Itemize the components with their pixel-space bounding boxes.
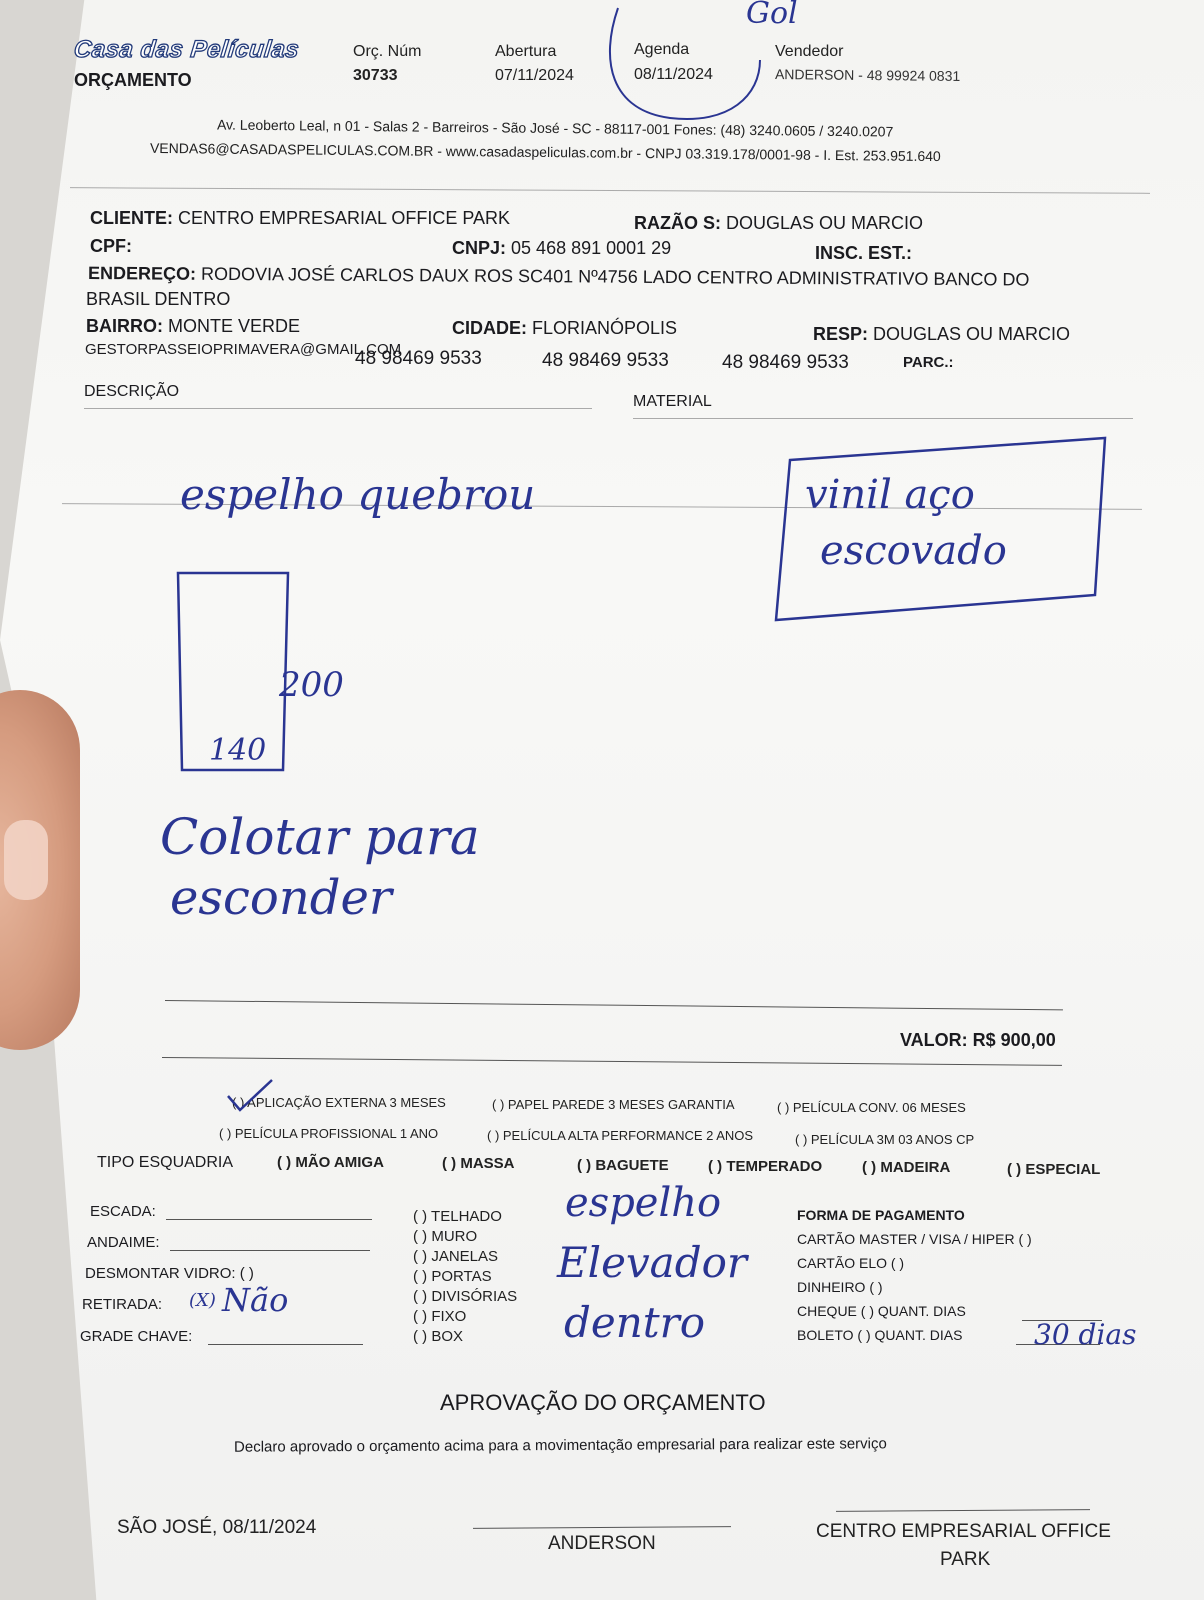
- cnpj-label: CNPJ:: [452, 238, 507, 258]
- grade-line: [208, 1344, 363, 1345]
- orc-num-label: Orç. Núm: [353, 43, 422, 60]
- cpf-label: CPF:: [90, 236, 132, 256]
- retirada-label: RETIRADA:: [82, 1296, 163, 1313]
- opt-portas[interactable]: ( ) PORTAS: [413, 1268, 492, 1285]
- agenda-date: 08/11/2024: [634, 66, 713, 83]
- email: GESTORPASSEIOPRIMAVERA@GMAIL.COM: [85, 341, 402, 358]
- escada-line: [166, 1219, 372, 1220]
- agenda-label: Agenda: [634, 41, 690, 58]
- abertura-date: 07/11/2024: [495, 67, 574, 84]
- hand-note-2: esconder: [170, 870, 392, 926]
- approval-declaration: Declaro aprovado o orçamento acima para a movimentação empresarial para realizar este serviço: [233, 1435, 887, 1456]
- checkmark-icon: [226, 1078, 276, 1114]
- escada-label: ESCADA:: [90, 1203, 156, 1220]
- company-contact: VENDAS6@CASADASPELICULAS.COM.BR - www.casadaspeliculas.com.br - CNPJ 03.319.178/0001-98 - I. Est. 253.951.640: [149, 139, 941, 165]
- opt-especial[interactable]: ( ) ESPECIAL: [1007, 1161, 1101, 1178]
- dimension-width: 140: [209, 733, 267, 768]
- phone-2: 48 98469 9533: [542, 350, 669, 371]
- opt-pelicula-3m[interactable]: ( ) PELÍCULA 3M 03 ANOS CP: [795, 1132, 975, 1147]
- esquadria-label: TIPO ESQUADRIA: [97, 1154, 234, 1171]
- doc-type: ORÇAMENTO: [74, 70, 192, 90]
- handwritten-circle: [590, 0, 810, 130]
- seller-sign: ANDERSON: [548, 1533, 656, 1554]
- opt-muro[interactable]: ( ) MURO: [413, 1228, 478, 1245]
- client-sign-1: CENTRO EMPRESARIAL OFFICE: [816, 1521, 1111, 1542]
- boleto-hand-days: 30 dias: [1034, 1318, 1137, 1351]
- opt-aplicacao-externa[interactable]: ( ) APLICAÇÃO EXTERNA 3 MESES: [232, 1095, 446, 1110]
- abertura-label: Abertura: [495, 43, 557, 60]
- opt-pelicula-conv[interactable]: ( ) PELÍCULA CONV. 06 MESES: [777, 1100, 966, 1115]
- opt-massa[interactable]: ( ) MASSA: [442, 1155, 515, 1172]
- thumb-nail: [4, 820, 48, 900]
- pay-dinheiro[interactable]: DINHEIRO ( ): [797, 1279, 883, 1295]
- opt-box[interactable]: ( ) BOX: [413, 1328, 464, 1345]
- hand-espelho: espelho: [565, 1180, 722, 1226]
- hand-elevador: Elevador: [557, 1238, 747, 1287]
- city-date: SÃO JOSÉ, 08/11/2024: [117, 1517, 317, 1538]
- bairro-label: BAIRRO:: [86, 316, 163, 336]
- resp-label: RESP:: [813, 324, 869, 344]
- bairro-value: MONTE VERDE: [168, 316, 301, 336]
- endereco-value: RODOVIA JOSÉ CARLOS DAUX ROS SC401 Nº4756 LADO CENTRO ADMINISTRATIVO BANCO DO: [200, 263, 1030, 290]
- parc-label: PARC.:: [903, 354, 954, 371]
- insc-label: INSC. EST.:: [815, 243, 913, 263]
- cliente-row: [90, 208, 510, 229]
- razao-row: [634, 213, 923, 234]
- descricao-rule: [84, 408, 592, 409]
- razao-value: DOUGLAS OU MARCIO: [726, 213, 924, 233]
- cliente-value: CENTRO EMPRESARIAL OFFICE PARK: [178, 208, 511, 228]
- descricao-label: DESCRIÇÃO: [84, 383, 180, 400]
- resp-value: DOUGLAS OU MARCIO: [873, 324, 1071, 344]
- opt-madeira[interactable]: ( ) MADEIRA: [862, 1159, 951, 1176]
- razao-label: RAZÃO S:: [634, 213, 721, 233]
- cidade-label: CIDADE:: [452, 318, 527, 338]
- client-sign-2: PARK: [940, 1549, 991, 1570]
- material-label: MATERIAL: [633, 393, 712, 410]
- opt-janelas[interactable]: ( ) JANELAS: [413, 1248, 499, 1265]
- desmontar-vidro[interactable]: DESMONTAR VIDRO: ( ): [85, 1265, 254, 1282]
- handwritten-gol: Gol: [746, 0, 798, 31]
- cnpj-value: 05 468 891 0001 29: [511, 238, 672, 258]
- pay-cartao-master[interactable]: CARTÃO MASTER / VISA / HIPER ( ): [797, 1231, 1032, 1247]
- grade-chave-label: GRADE CHAVE:: [80, 1328, 193, 1345]
- opt-pelicula-profissional[interactable]: ( ) PELÍCULA PROFISSIONAL 1 ANO: [219, 1126, 439, 1141]
- approval-title: APROVAÇÃO DO ORÇAMENTO: [440, 1390, 766, 1415]
- vendedor-label: Vendedor: [775, 43, 844, 60]
- opt-divisorias[interactable]: ( ) DIVISÓRIAS: [413, 1288, 518, 1305]
- orc-num: 30733: [353, 67, 398, 84]
- retirada-hand: Não: [222, 1281, 289, 1319]
- pay-boleto[interactable]: BOLETO ( ) QUANT. DIAS: [797, 1327, 963, 1343]
- resp-row: [813, 324, 1070, 345]
- bairro-row: [86, 316, 300, 337]
- endereco-line-2: BRASIL DENTRO: [86, 289, 231, 309]
- opt-fixo[interactable]: ( ) FIXO: [413, 1308, 467, 1325]
- andaime-line: [170, 1250, 370, 1251]
- brand-logo: Casa das Películas: [72, 36, 301, 63]
- phone-1: 48 98469 9533: [355, 348, 482, 369]
- hand-material-1: vinil aço: [805, 472, 975, 518]
- opt-temperado[interactable]: ( ) TEMPERADO: [708, 1158, 823, 1175]
- payment-title: FORMA DE PAGAMENTO: [797, 1207, 965, 1223]
- cidade-row: [452, 318, 677, 339]
- hand-material-2: escovado: [820, 528, 1007, 574]
- andaime-label: ANDAIME:: [87, 1234, 160, 1251]
- vendedor: ANDERSON - 48 99924 0831: [774, 66, 961, 84]
- opt-baguete[interactable]: ( ) BAGUETE: [577, 1157, 669, 1174]
- pay-cartao-elo[interactable]: CARTÃO ELO ( ): [797, 1255, 905, 1271]
- cidade-value: FLORIANÓPOLIS: [532, 318, 678, 338]
- dimension-height: 200: [279, 665, 344, 705]
- cnpj-row: [452, 238, 671, 259]
- phone-3: 48 98469 9533: [722, 352, 849, 373]
- hand-dentro: dentro: [564, 1298, 706, 1347]
- company-address: Av. Leoberto Leal, n 01 - Salas 2 - Barreiros - São José - SC - 88117-001 Fones: (48) 3240.0605 / 3240.0207: [216, 116, 894, 140]
- endereco-label: ENDEREÇO:: [87, 263, 197, 284]
- cliente-label: CLIENTE:: [90, 208, 173, 228]
- valor-total: VALOR: R$ 900,00: [900, 1030, 1056, 1050]
- hand-note-1: Colotar para: [160, 808, 480, 866]
- hand-description: espelho quebrou: [180, 470, 536, 519]
- pay-cheque[interactable]: CHEQUE ( ) QUANT. DIAS: [797, 1303, 966, 1319]
- opt-papel-parede[interactable]: ( ) PAPEL PAREDE 3 MESES GARANTIA: [492, 1097, 735, 1112]
- opt-pelicula-alta[interactable]: ( ) PELÍCULA ALTA PERFORMANCE 2 ANOS: [487, 1128, 754, 1143]
- retirada-mark: (X): [189, 1290, 216, 1311]
- material-rule: [633, 418, 1133, 419]
- opt-mao-amiga[interactable]: ( ) MÃO AMIGA: [277, 1154, 384, 1171]
- opt-telhado[interactable]: ( ) TELHADO: [413, 1208, 502, 1225]
